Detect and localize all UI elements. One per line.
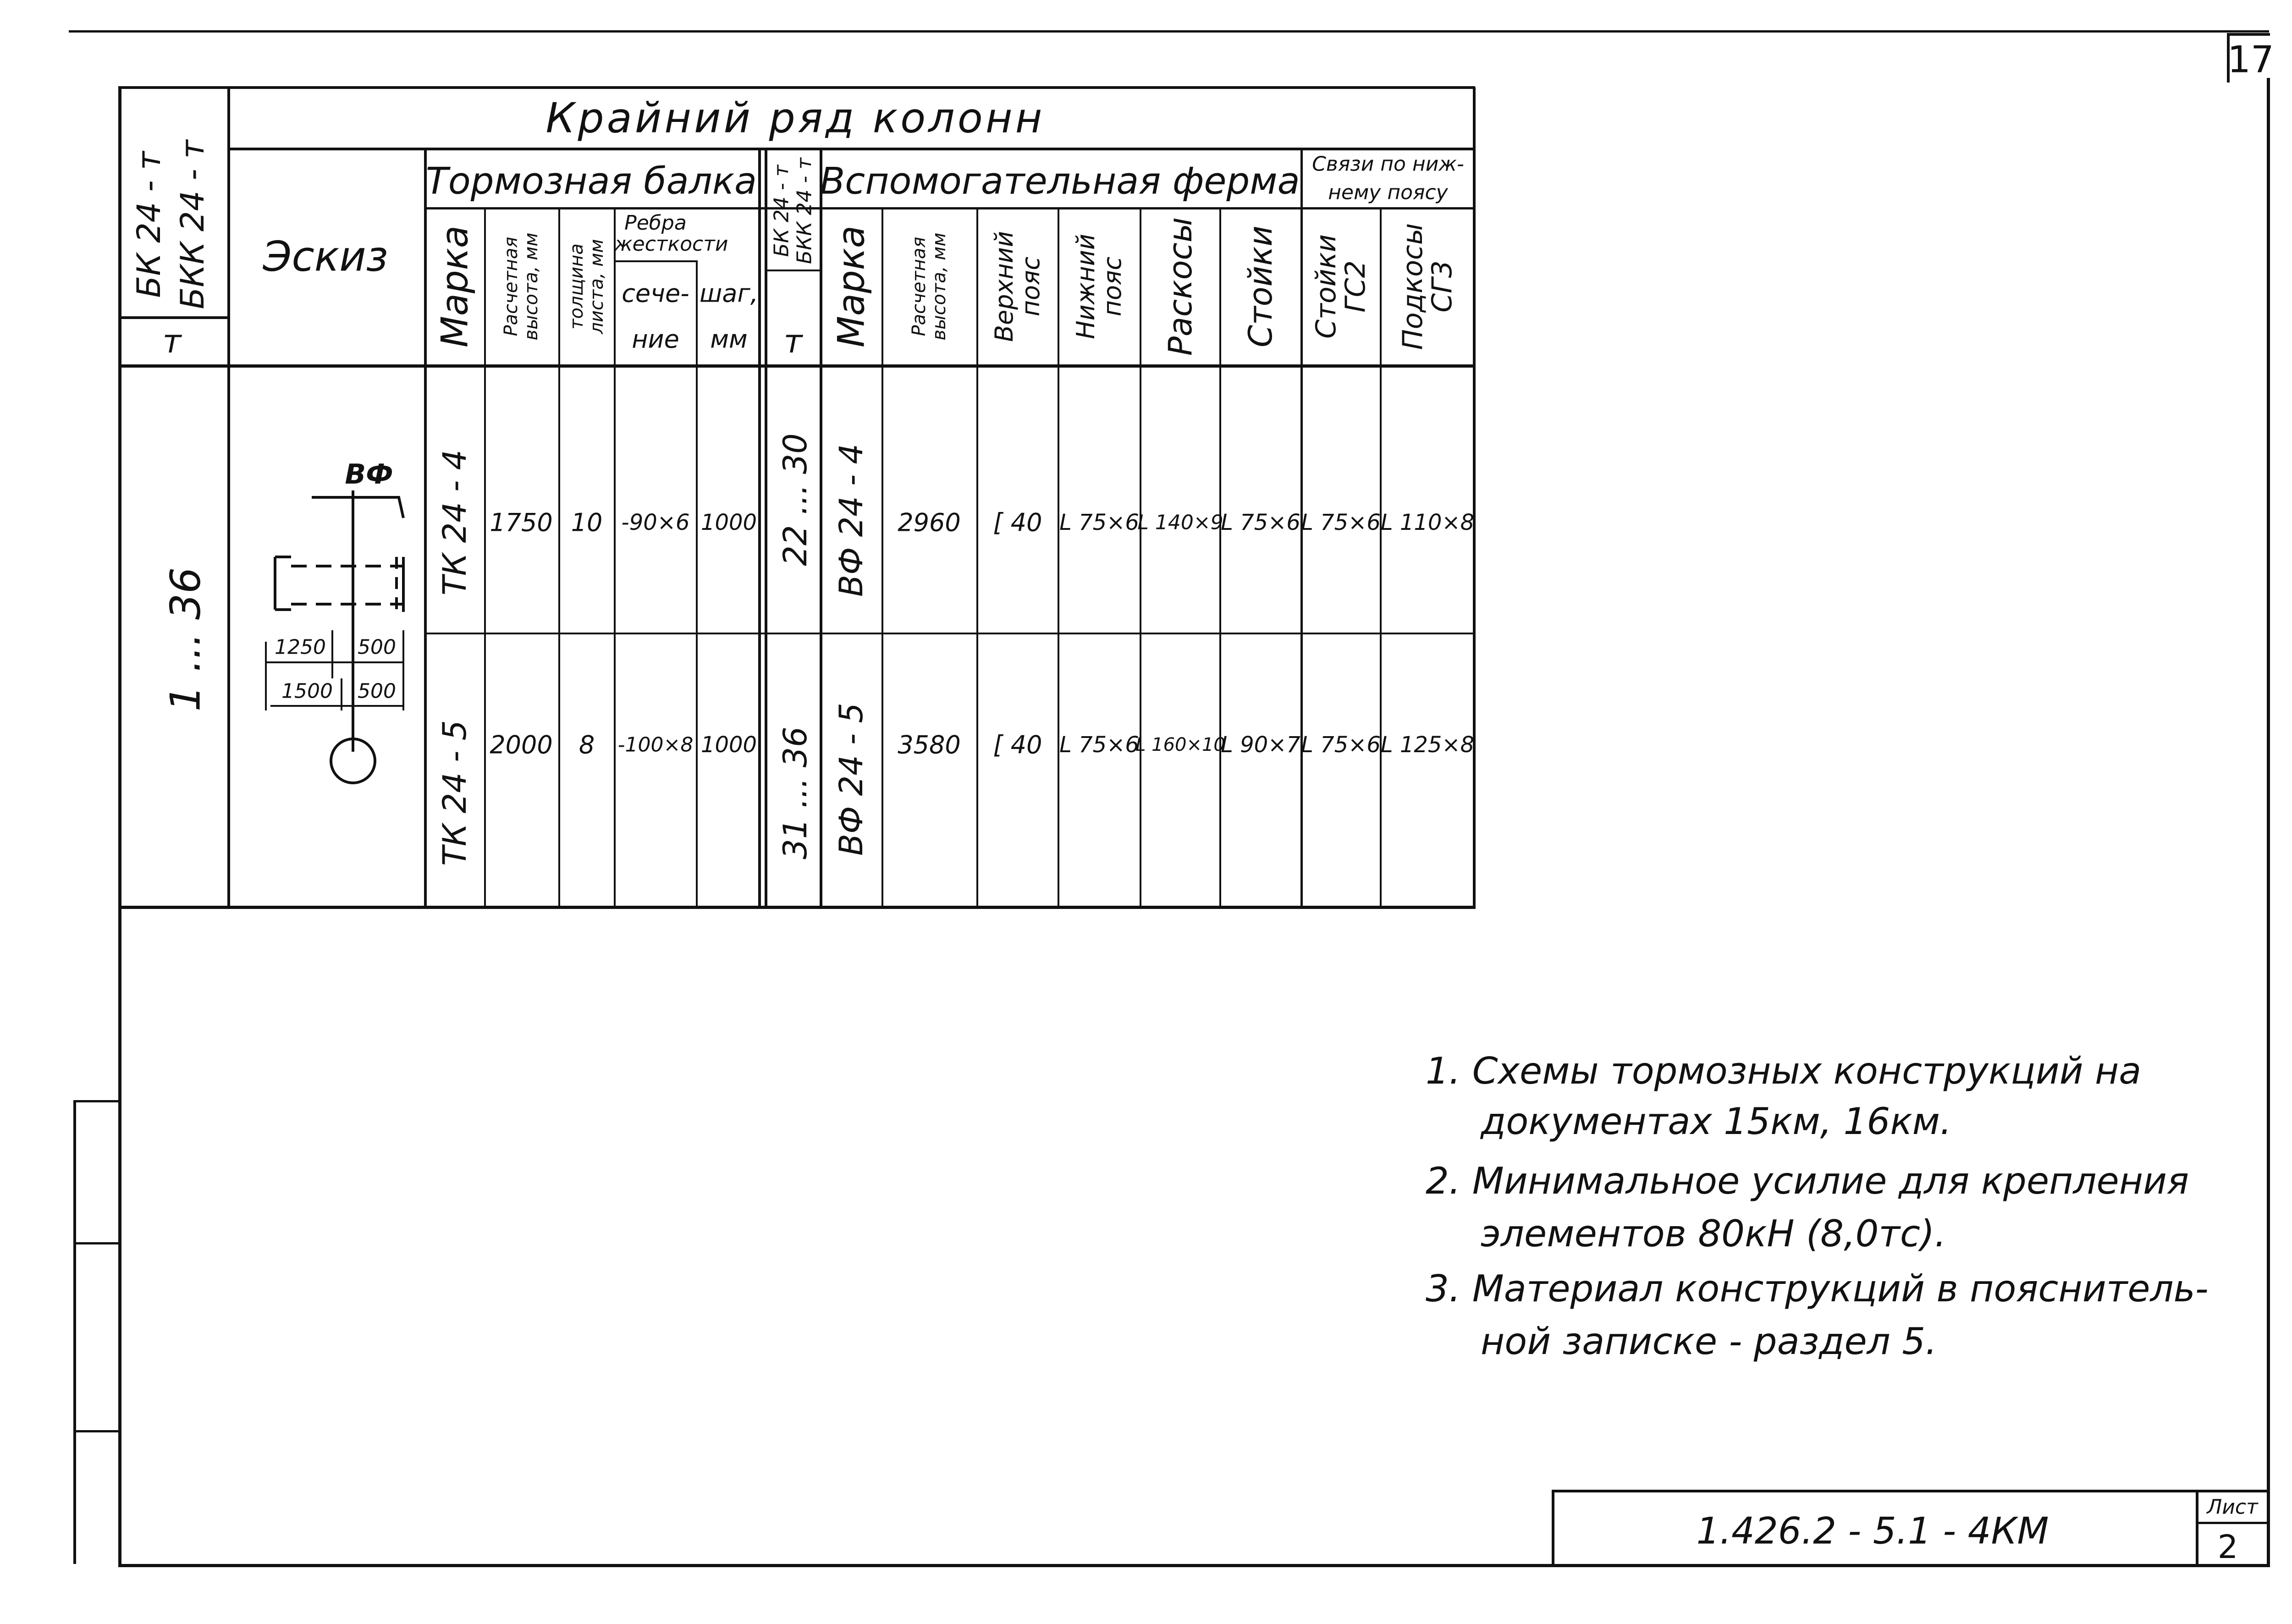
- stamp-code: 1.426.2 - 5.1 - 4КМ: [1696, 1509, 2049, 1552]
- braces: L 160×10: [1135, 734, 1225, 755]
- top-chord: [ 40: [993, 730, 1042, 760]
- brake-beam-thickness-header: толщина листа, мм: [566, 239, 607, 334]
- rib-section-header-2: ние: [632, 325, 679, 354]
- bottom-chord: L 75×6: [1059, 510, 1139, 535]
- note-2-line-1: 2. Минимальное усилие для крепления: [1426, 1160, 2189, 1202]
- binding-strip-tick: [73, 1242, 119, 1244]
- brake-beam-mark-header: Марка: [433, 225, 476, 348]
- aux-truss-height-header: Расчетная высота, мм: [909, 232, 950, 341]
- top-chord-header: Верхний пояс: [990, 231, 1045, 342]
- gs2-posts: L 75×6: [1301, 510, 1381, 535]
- stamp-divider-h: [2196, 1522, 2270, 1524]
- note-2-line-2: элементов 80кН (8,0тс).: [1481, 1212, 1946, 1255]
- rib-section: -100×8: [617, 733, 694, 757]
- note-1-line-2: документах 15км, 16км.: [1481, 1100, 1952, 1143]
- bracing-header-2: нему поясу: [1328, 181, 1448, 204]
- sketch-dim-2: 500: [358, 635, 396, 659]
- truss-height: 2960: [898, 508, 961, 537]
- column-subrange: 31 ... 36: [777, 727, 814, 859]
- bracing-header-1: Связи по ниж-: [1312, 152, 1464, 176]
- bottom-chord-header: Нижний пояс: [1071, 234, 1127, 339]
- top-dashed-line: [69, 30, 2269, 33]
- frame-right: [2267, 78, 2270, 1567]
- rib-step-header-2: мм: [710, 325, 748, 354]
- bottom-chord: L 75×6: [1059, 732, 1139, 758]
- type-label: т: [162, 323, 182, 360]
- beam-mark: ТК 24 - 4: [436, 449, 474, 596]
- rib-section-header-1: сече-: [622, 279, 689, 308]
- stamp-sheet-number: 2: [2217, 1528, 2238, 1566]
- binding-strip-tick: [73, 1430, 119, 1432]
- column-subrange: 22 ... 30: [777, 433, 814, 566]
- aux-truss-header: Вспомогательная ферма: [820, 160, 1300, 203]
- sg3-struts: L 125×8: [1380, 732, 1475, 758]
- frame-top: [118, 86, 1475, 89]
- braces: L 140×9: [1137, 511, 1223, 534]
- ribs-header: Ребра жесткости: [614, 211, 728, 256]
- beam-height: 2000: [490, 730, 553, 760]
- posts: L 90×7: [1221, 732, 1300, 758]
- table-title: Крайний ряд колонн: [545, 94, 1045, 143]
- binding-strip-tick: [73, 1100, 119, 1102]
- note-3-line-1: 3. Материал конструкций в пояснитель-: [1426, 1267, 2209, 1310]
- sg3-header: Подкосы СГ3: [1397, 223, 1458, 350]
- brake-beam-height-header: Расчетная высота, мм: [501, 232, 542, 341]
- beam-thickness: 10: [571, 508, 603, 537]
- note-3-line-2: ной записке - раздел 5.: [1481, 1320, 1937, 1363]
- stamp-divider: [2196, 1490, 2198, 1567]
- mid-mark-2: БКК 24 - т: [793, 157, 816, 264]
- note-1-line-1: 1. Схемы тормозных конструкций на: [1426, 1050, 2142, 1092]
- posts-header: Стойки: [1242, 226, 1279, 347]
- sketch-drawing: [248, 440, 422, 788]
- mid-type-label: т: [783, 323, 803, 360]
- mid-mark-1: БК 24 - т: [770, 165, 793, 257]
- series-mark-1: БК 24 - т: [130, 151, 168, 298]
- gs2-posts: L 75×6: [1301, 732, 1381, 758]
- top-chord: [ 40: [993, 508, 1042, 537]
- rib-step: 1000: [700, 510, 757, 535]
- column-range: 1 ... 36: [161, 567, 210, 712]
- beam-mark: ТК 24 - 5: [436, 720, 474, 866]
- truss-mark: ВФ 24 - 5: [832, 703, 870, 856]
- gs2-header: Стойки ГС2: [1310, 234, 1372, 339]
- sketch-dim-3: 1500: [281, 679, 333, 703]
- top-sheet-number: 17: [2227, 38, 2274, 81]
- binding-strip-line: [73, 1100, 76, 1564]
- sketch-dim-1: 1250: [275, 635, 326, 659]
- sketch-header: Эскиз: [263, 232, 388, 281]
- stamp-sheet-label: Лист: [2207, 1495, 2258, 1519]
- beam-height: 1750: [490, 508, 553, 537]
- aux-truss-mark-header: Марка: [830, 225, 873, 348]
- sketch-dim-4: 500: [358, 679, 396, 703]
- sketch-label: ВФ: [345, 458, 393, 490]
- rib-section: -90×6: [621, 510, 690, 535]
- beam-thickness: 8: [579, 730, 595, 760]
- series-mark-2: БКК 24 - т: [174, 140, 211, 309]
- rib-step-header-1: шаг,: [699, 279, 759, 308]
- frame-left: [118, 86, 121, 1567]
- braces-header: Раскосы: [1162, 217, 1199, 356]
- brake-beam-header: Тормозная балка: [425, 160, 757, 203]
- rib-step: 1000: [700, 732, 757, 758]
- truss-mark: ВФ 24 - 4: [832, 444, 870, 597]
- sg3-struts: L 110×8: [1380, 510, 1475, 535]
- truss-height: 3580: [898, 730, 961, 760]
- posts: L 75×6: [1221, 510, 1300, 535]
